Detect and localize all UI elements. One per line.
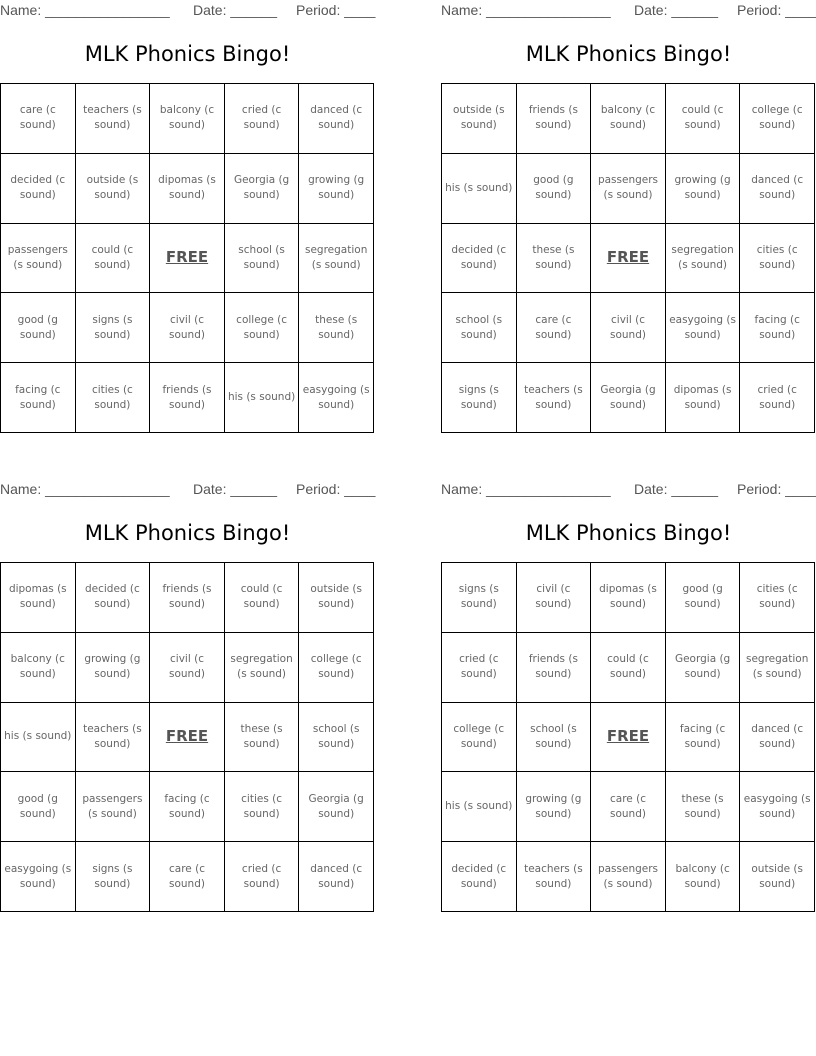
bingo-cell: good (g sound) bbox=[666, 563, 741, 633]
free-space-cell: FREE bbox=[150, 224, 225, 294]
card-header bbox=[441, 2, 816, 20]
bingo-card-2 bbox=[441, 0, 816, 440]
bingo-cell: civil (c sound) bbox=[591, 293, 666, 363]
bingo-cell: could (c sound) bbox=[666, 84, 741, 154]
bingo-cell: cried (c sound) bbox=[740, 363, 815, 433]
bingo-cell: cities (c sound) bbox=[740, 224, 815, 294]
date-field-label: Date: ______ bbox=[634, 481, 719, 497]
bingo-cell: could (c sound) bbox=[591, 633, 666, 703]
card-title: MLK Phonics Bingo! bbox=[525, 521, 732, 545]
bingo-grid bbox=[441, 562, 815, 912]
bingo-cell: school (s sound) bbox=[225, 224, 300, 294]
bingo-cell: cried (c sound) bbox=[225, 84, 300, 154]
bingo-cell: college (c sound) bbox=[225, 293, 300, 363]
bingo-cell: passengers (s sound) bbox=[1, 224, 76, 294]
bingo-cell: balcony (c sound) bbox=[150, 84, 225, 154]
bingo-cell: these (s sound) bbox=[225, 703, 300, 773]
bingo-cell: passengers (s sound) bbox=[591, 154, 666, 224]
bingo-cell: outside (s sound) bbox=[442, 84, 517, 154]
bingo-cell: danced (c sound) bbox=[299, 84, 374, 154]
bingo-cell: danced (c sound) bbox=[740, 703, 815, 773]
bingo-cell: friends (s sound) bbox=[150, 563, 225, 633]
bingo-cell: outside (s sound) bbox=[740, 842, 815, 912]
bingo-cell: growing (g sound) bbox=[666, 154, 741, 224]
bingo-cell: these (s sound) bbox=[299, 293, 374, 363]
period-field-label: Period: ____ bbox=[296, 481, 376, 497]
bingo-cell: facing (c sound) bbox=[666, 703, 741, 773]
bingo-cell: decided (c sound) bbox=[442, 224, 517, 294]
name-field-label: Name: ________________ bbox=[0, 481, 170, 497]
bingo-cell: teachers (s sound) bbox=[517, 842, 592, 912]
bingo-cell: school (s sound) bbox=[299, 703, 374, 773]
bingo-cell: segregation (s sound) bbox=[299, 224, 374, 294]
period-field-label: Period: ____ bbox=[296, 2, 376, 18]
bingo-cell: civil (c sound) bbox=[150, 293, 225, 363]
bingo-cell: Georgia (g sound) bbox=[591, 363, 666, 433]
bingo-cell: outside (s sound) bbox=[299, 563, 374, 633]
bingo-cell: cities (c sound) bbox=[740, 563, 815, 633]
bingo-cell: easygoing (s sound) bbox=[1, 842, 76, 912]
bingo-cell: segregation (s sound) bbox=[666, 224, 741, 294]
bingo-cell: cried (c sound) bbox=[442, 633, 517, 703]
bingo-cell: good (g sound) bbox=[1, 293, 76, 363]
bingo-cell: good (g sound) bbox=[517, 154, 592, 224]
bingo-cell: danced (c sound) bbox=[740, 154, 815, 224]
bingo-cell: outside (s sound) bbox=[76, 154, 151, 224]
date-field-label: Date: ______ bbox=[193, 481, 278, 497]
bingo-cell: care (c sound) bbox=[1, 84, 76, 154]
bingo-cell: teachers (s sound) bbox=[517, 363, 592, 433]
card-title: MLK Phonics Bingo! bbox=[525, 42, 732, 66]
bingo-cell: teachers (s sound) bbox=[76, 703, 151, 773]
bingo-cell: passengers (s sound) bbox=[76, 772, 151, 842]
card-header bbox=[0, 2, 375, 20]
bingo-card-4 bbox=[441, 479, 816, 919]
bingo-cell: these (s sound) bbox=[517, 224, 592, 294]
bingo-cell: his (s sound) bbox=[1, 703, 76, 773]
bingo-cell: Georgia (g sound) bbox=[666, 633, 741, 703]
bingo-cell: care (c sound) bbox=[150, 842, 225, 912]
bingo-cell: decided (c sound) bbox=[76, 563, 151, 633]
bingo-cell: these (s sound) bbox=[666, 772, 741, 842]
bingo-cell: his (s sound) bbox=[225, 363, 300, 433]
bingo-cell: growing (g sound) bbox=[299, 154, 374, 224]
bingo-grid bbox=[0, 83, 374, 433]
free-space-cell: FREE bbox=[591, 224, 666, 294]
bingo-card-3 bbox=[0, 479, 375, 919]
bingo-cell: facing (c sound) bbox=[1, 363, 76, 433]
bingo-card-1 bbox=[0, 0, 375, 440]
period-field-label: Period: ____ bbox=[737, 2, 816, 18]
bingo-cell: passengers (s sound) bbox=[591, 842, 666, 912]
bingo-cell: signs (s sound) bbox=[442, 563, 517, 633]
bingo-cell: cities (c sound) bbox=[225, 772, 300, 842]
bingo-cell: cities (c sound) bbox=[76, 363, 151, 433]
name-field-label: Name: ________________ bbox=[441, 2, 611, 18]
bingo-cell: his (s sound) bbox=[442, 154, 517, 224]
card-title: MLK Phonics Bingo! bbox=[84, 521, 291, 545]
bingo-cell: decided (c sound) bbox=[442, 842, 517, 912]
bingo-cell: school (s sound) bbox=[442, 293, 517, 363]
bingo-cell: signs (s sound) bbox=[442, 363, 517, 433]
card-header bbox=[0, 481, 375, 499]
bingo-cell: dipomas (s sound) bbox=[1, 563, 76, 633]
free-space-cell: FREE bbox=[591, 703, 666, 773]
bingo-cell: growing (g sound) bbox=[517, 772, 592, 842]
bingo-cell: good (g sound) bbox=[1, 772, 76, 842]
bingo-cell: teachers (s sound) bbox=[76, 84, 151, 154]
bingo-cell: easygoing (s sound) bbox=[666, 293, 741, 363]
bingo-cell: balcony (c sound) bbox=[591, 84, 666, 154]
card-title: MLK Phonics Bingo! bbox=[84, 42, 291, 66]
bingo-cell: segregation (s sound) bbox=[225, 633, 300, 703]
bingo-cell: college (c sound) bbox=[299, 633, 374, 703]
bingo-cell: care (c sound) bbox=[517, 293, 592, 363]
bingo-cell: facing (c sound) bbox=[150, 772, 225, 842]
bingo-cell: signs (s sound) bbox=[76, 842, 151, 912]
bingo-cell: care (c sound) bbox=[591, 772, 666, 842]
bingo-grid bbox=[0, 562, 374, 912]
name-field-label: Name: ________________ bbox=[0, 2, 170, 18]
bingo-cell: balcony (c sound) bbox=[666, 842, 741, 912]
bingo-cell: Georgia (g sound) bbox=[225, 154, 300, 224]
date-field-label: Date: ______ bbox=[634, 2, 719, 18]
bingo-cell: could (c sound) bbox=[76, 224, 151, 294]
bingo-cell: college (c sound) bbox=[740, 84, 815, 154]
bingo-cell: dipomas (s sound) bbox=[150, 154, 225, 224]
bingo-cell: college (c sound) bbox=[442, 703, 517, 773]
free-space-cell: FREE bbox=[150, 703, 225, 773]
bingo-cell: easygoing (s sound) bbox=[740, 772, 815, 842]
bingo-cell: decided (c sound) bbox=[1, 154, 76, 224]
bingo-cell: school (s sound) bbox=[517, 703, 592, 773]
bingo-cell: friends (s sound) bbox=[517, 84, 592, 154]
bingo-cell: balcony (c sound) bbox=[1, 633, 76, 703]
name-field-label: Name: ________________ bbox=[441, 481, 611, 497]
bingo-cell: Georgia (g sound) bbox=[299, 772, 374, 842]
bingo-cell: dipomas (s sound) bbox=[666, 363, 741, 433]
bingo-cell: easygoing (s sound) bbox=[299, 363, 374, 433]
bingo-grid bbox=[441, 83, 815, 433]
bingo-cell: segregation (s sound) bbox=[740, 633, 815, 703]
bingo-cell: facing (c sound) bbox=[740, 293, 815, 363]
bingo-cell: growing (g sound) bbox=[76, 633, 151, 703]
card-header bbox=[441, 481, 816, 499]
bingo-cell: friends (s sound) bbox=[150, 363, 225, 433]
bingo-cell: friends (s sound) bbox=[517, 633, 592, 703]
date-field-label: Date: ______ bbox=[193, 2, 278, 18]
bingo-cell: dipomas (s sound) bbox=[591, 563, 666, 633]
period-field-label: Period: ____ bbox=[737, 481, 816, 497]
bingo-cell: could (c sound) bbox=[225, 563, 300, 633]
bingo-cell: danced (c sound) bbox=[299, 842, 374, 912]
bingo-cell: cried (c sound) bbox=[225, 842, 300, 912]
bingo-cell: his (s sound) bbox=[442, 772, 517, 842]
bingo-cell: signs (s sound) bbox=[76, 293, 151, 363]
bingo-cell: civil (c sound) bbox=[517, 563, 592, 633]
bingo-cell: civil (c sound) bbox=[150, 633, 225, 703]
